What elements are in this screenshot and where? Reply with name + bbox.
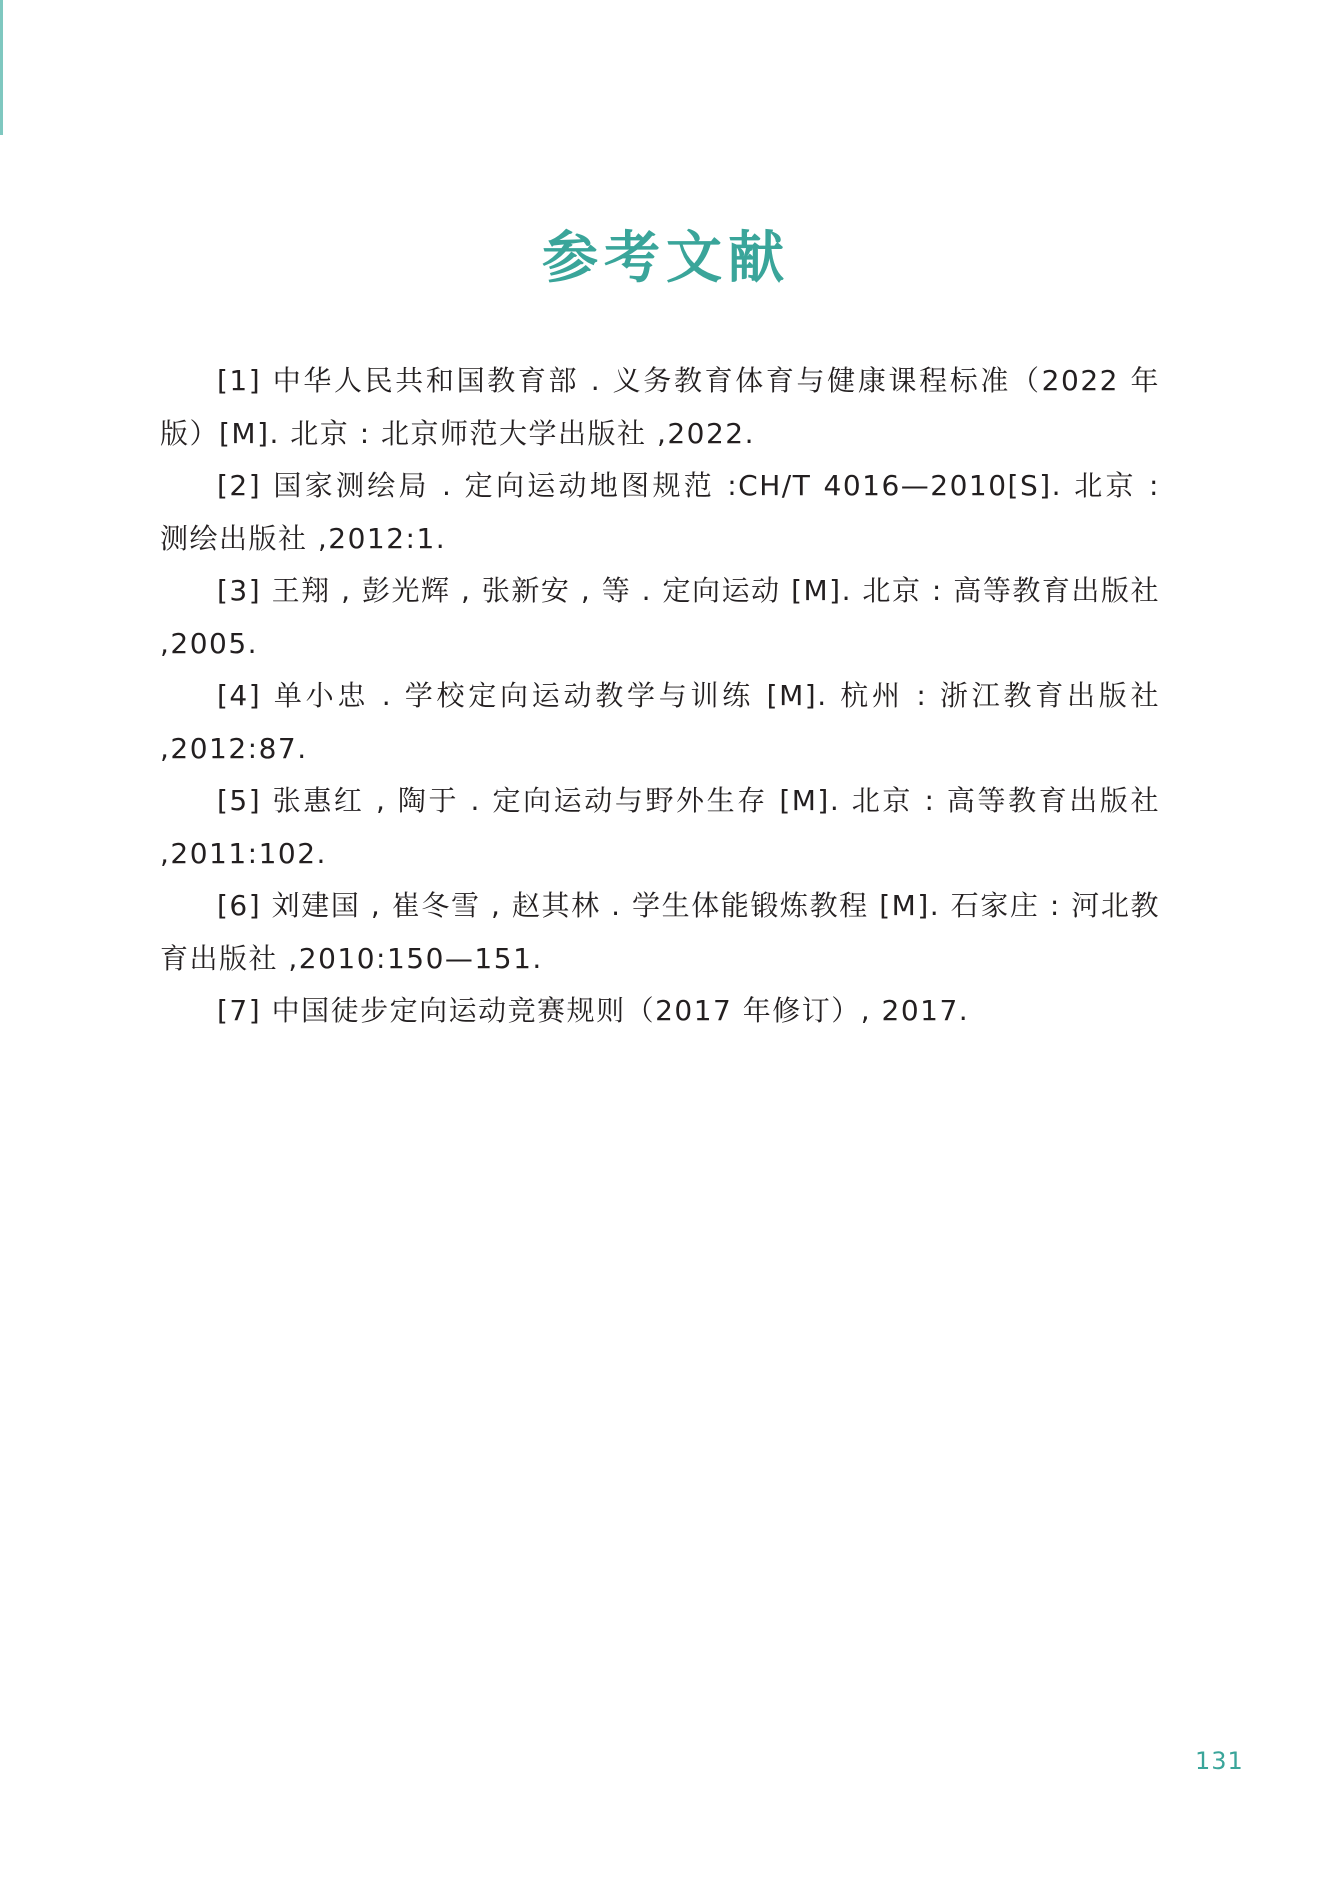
reference-item-1: [1] 中华人民共和国教育部 . 义务教育体育与健康课程标准（2022 年版）[M]. 北京 : 北京师范大学出版社 ,2022. <box>160 364 1160 450</box>
reference-item-7: [7] 中国徒步定向运动竞赛规则（2017 年修订）, 2017. <box>217 994 970 1027</box>
reference-item-2: [2] 国家测绘局 . 定向运动地图规范 :CH/T 4016—2010[S]. 北京 : 测绘出版社 ,2012:1. <box>160 469 1160 555</box>
reference-list <box>160 355 1160 1038</box>
page-number: 131 <box>1195 1747 1244 1775</box>
reference-item-5: [5] 张惠红 , 陶于 . 定向运动与野外生存 [M]. 北京 : 高等教育出版社 ,2011:102. <box>160 784 1160 870</box>
reference-item-4: [4] 单小忠 . 学校定向运动教学与训练 [M]. 杭州 : 浙江教育出版社 ,2012:87. <box>160 679 1160 765</box>
reference-item-6: [6] 刘建国 , 崔冬雪 , 赵其林 . 学生体能锻炼教程 [M]. 石家庄 : 河北教育出版社 ,2010:150—151. <box>160 889 1160 975</box>
reference-item-3: [3] 王翔 , 彭光辉 , 张新安 , 等 . 定向运动 [M]. 北京 : 高等教育出版社 ,2005. <box>160 574 1160 660</box>
edge-rule <box>0 0 3 135</box>
page-title: 参考文献 <box>542 225 790 291</box>
